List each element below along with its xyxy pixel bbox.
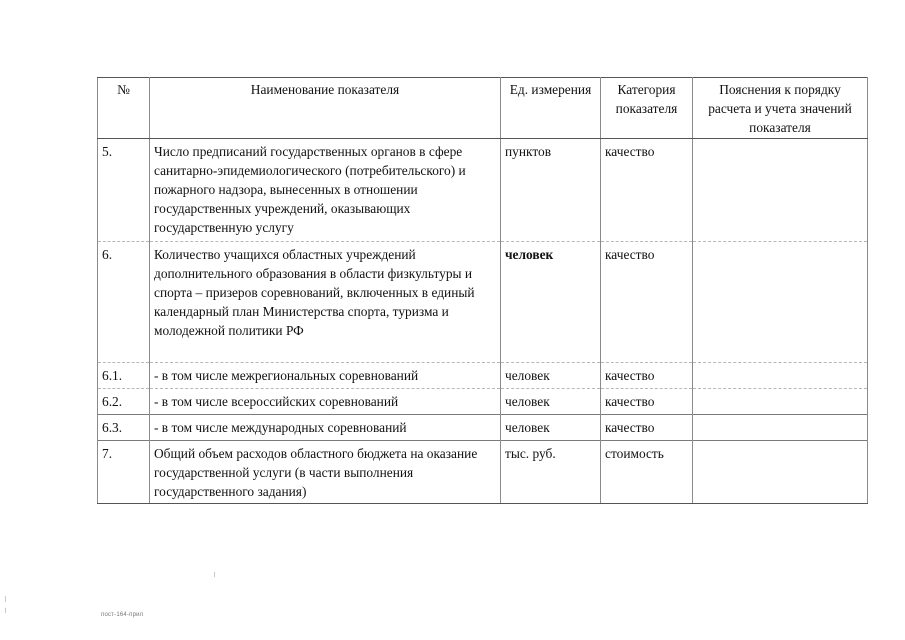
row-unit: тыс. руб. [501, 441, 601, 504]
table-row [98, 389, 868, 415]
row-indicator-name: Количество учащихся областных учреждений дополнительного образования в области физкультуры и спорта – призеров соревнований, включенных в единый календарный план Министерства спорта, туризма и молодежной политики РФ [150, 242, 501, 363]
row-number: 6. [98, 242, 150, 363]
row-number: 6.3. [98, 415, 150, 441]
scan-mark [214, 572, 215, 577]
row-unit: человек [501, 389, 601, 415]
table-row [98, 441, 868, 504]
row-category: качество [601, 363, 693, 389]
scan-mark [5, 608, 6, 613]
row-indicator-name: - в том числе международных соревнований [150, 415, 501, 441]
row-explanation [693, 242, 868, 363]
row-category: качество [601, 242, 693, 363]
header-category: Категория показателя [601, 78, 693, 139]
table-row [98, 242, 868, 363]
scan-mark [5, 596, 6, 602]
row-indicator-name: - в том числе всероссийских соревнований [150, 389, 501, 415]
row-number: 6.1. [98, 363, 150, 389]
row-category: качество [601, 139, 693, 242]
row-indicator-name: Число предписаний государственных органов в сфере санитарно-эпидемиологического (потребительского) и пожарного надзора, вынесенных в отношении государственных учреждений, оказывающих государственную услугу [150, 139, 501, 242]
table-row [98, 363, 868, 389]
row-indicator-name: - в том числе межрегиональных соревнований [150, 363, 501, 389]
row-number: 6.2. [98, 389, 150, 415]
header-number: № [98, 78, 150, 139]
row-unit: человек [501, 242, 601, 363]
footer-document-code: пост-164-прил [101, 612, 144, 618]
row-category: качество [601, 415, 693, 441]
row-category: качество [601, 389, 693, 415]
row-explanation [693, 139, 868, 242]
table-header-row [98, 78, 868, 139]
row-unit: человек [501, 415, 601, 441]
row-explanation [693, 415, 868, 441]
table-row [98, 415, 868, 441]
table-row [98, 139, 868, 242]
row-explanation [693, 363, 868, 389]
header-indicator-name: Наименование показателя [150, 78, 501, 139]
row-indicator-name: Общий объем расходов областного бюджета на оказание государственной услуги (в части выполнения государственного задания) [150, 441, 501, 504]
header-unit: Ед. измерения [501, 78, 601, 139]
row-unit: пунктов [501, 139, 601, 242]
row-category: стоимость [601, 441, 693, 504]
row-number: 7. [98, 441, 150, 504]
header-explanation: Пояснения к порядку расчета и учета значений показателя [693, 78, 868, 139]
row-explanation [693, 389, 868, 415]
row-number: 5. [98, 139, 150, 242]
row-explanation [693, 441, 868, 504]
indicators-table [97, 77, 868, 504]
row-unit: человек [501, 363, 601, 389]
